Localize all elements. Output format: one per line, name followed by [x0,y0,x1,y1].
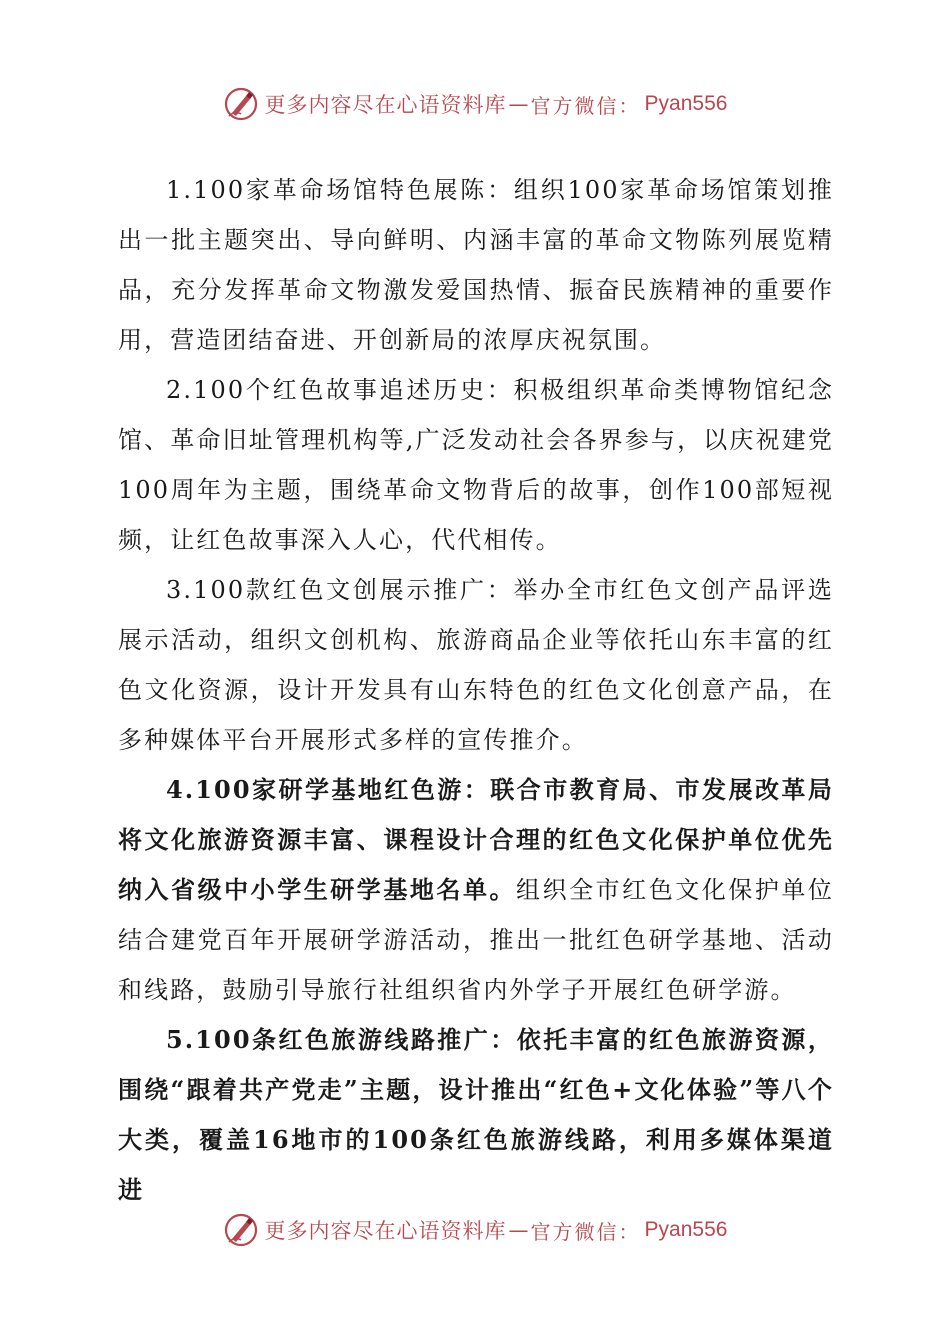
paragraph-5-bold: 5.100条红色旅游线路推广：依托丰富的红色旅游资源，围绕“跟着共产党走”主题，设计推出“红色+文化体验”等八个大类，覆盖16地市的100条红色旅游线路，利用多媒体渠道进 [118,1025,834,1204]
watermark-dash: — [508,1218,529,1242]
header-watermark [0,84,950,124]
paragraph-3: 3.100款红色文创展示推广：举办全市红色文创产品评选展示活动，组织文创机构、旅游商品企业等依托山东丰富的红色文化资源，设计开发具有山东特色的红色文化创意产品，在多种媒体平台开展形式多样的宣传推介。 [118,576,834,754]
paragraph-2: 2.100个红色故事追述历史：积极组织革命类博物馆纪念馆、革命旧址管理机构等,广泛发动社会各界参与，以庆祝建党100周年为主题，围绕革命文物背后的故事，创作100部短视频，让红色故事深入人心，代代相传。 [118,376,834,554]
watermark-title: 更多内容尽在心语资料库 [264,93,507,117]
paragraph-4-text: 组织全市红色文化保护单位结合建党百年开展研学游活动，推出一批红色研学基地、活动和线路，鼓励引导旅行社组织省内外学子开展红色研学游。 [118,876,835,1004]
paragraph-4 [118,765,834,1015]
pen-logo-icon [223,86,259,122]
paragraph-5 [118,1015,834,1215]
watermark-title: 更多内容尽在心语资料库 [264,1219,507,1243]
watermark-wechat-id: Pyan556 [644,92,728,115]
footer-watermark [0,1210,950,1250]
watermark-wechat-label: 官方微信： [530,93,641,118]
watermark-dash: — [508,92,529,116]
watermark-wechat-id: Pyan556 [644,1218,728,1241]
paragraph-4-bold: 4.100家研学基地红色游：联合市教育局、市发展改革局将文化旅游资源丰富、课程设计合理的红色文化保护单位优先纳入省级中小学生研学基地名单。 [118,775,834,904]
paragraph-1: 1.100家革命场馆特色展陈：组织100家革命场馆策划推出一批主题突出、导向鲜明、内涵丰富的革命文物陈列展览精品，充分发挥革命文物激发爱国热情、振奋民族精神的重要作用，营造团结奋进、开创新局的浓厚庆祝氛围。 [118,176,834,354]
pen-logo-icon [223,1212,259,1248]
watermark-wechat-label: 官方微信： [530,1219,641,1244]
document-body [118,165,834,1215]
